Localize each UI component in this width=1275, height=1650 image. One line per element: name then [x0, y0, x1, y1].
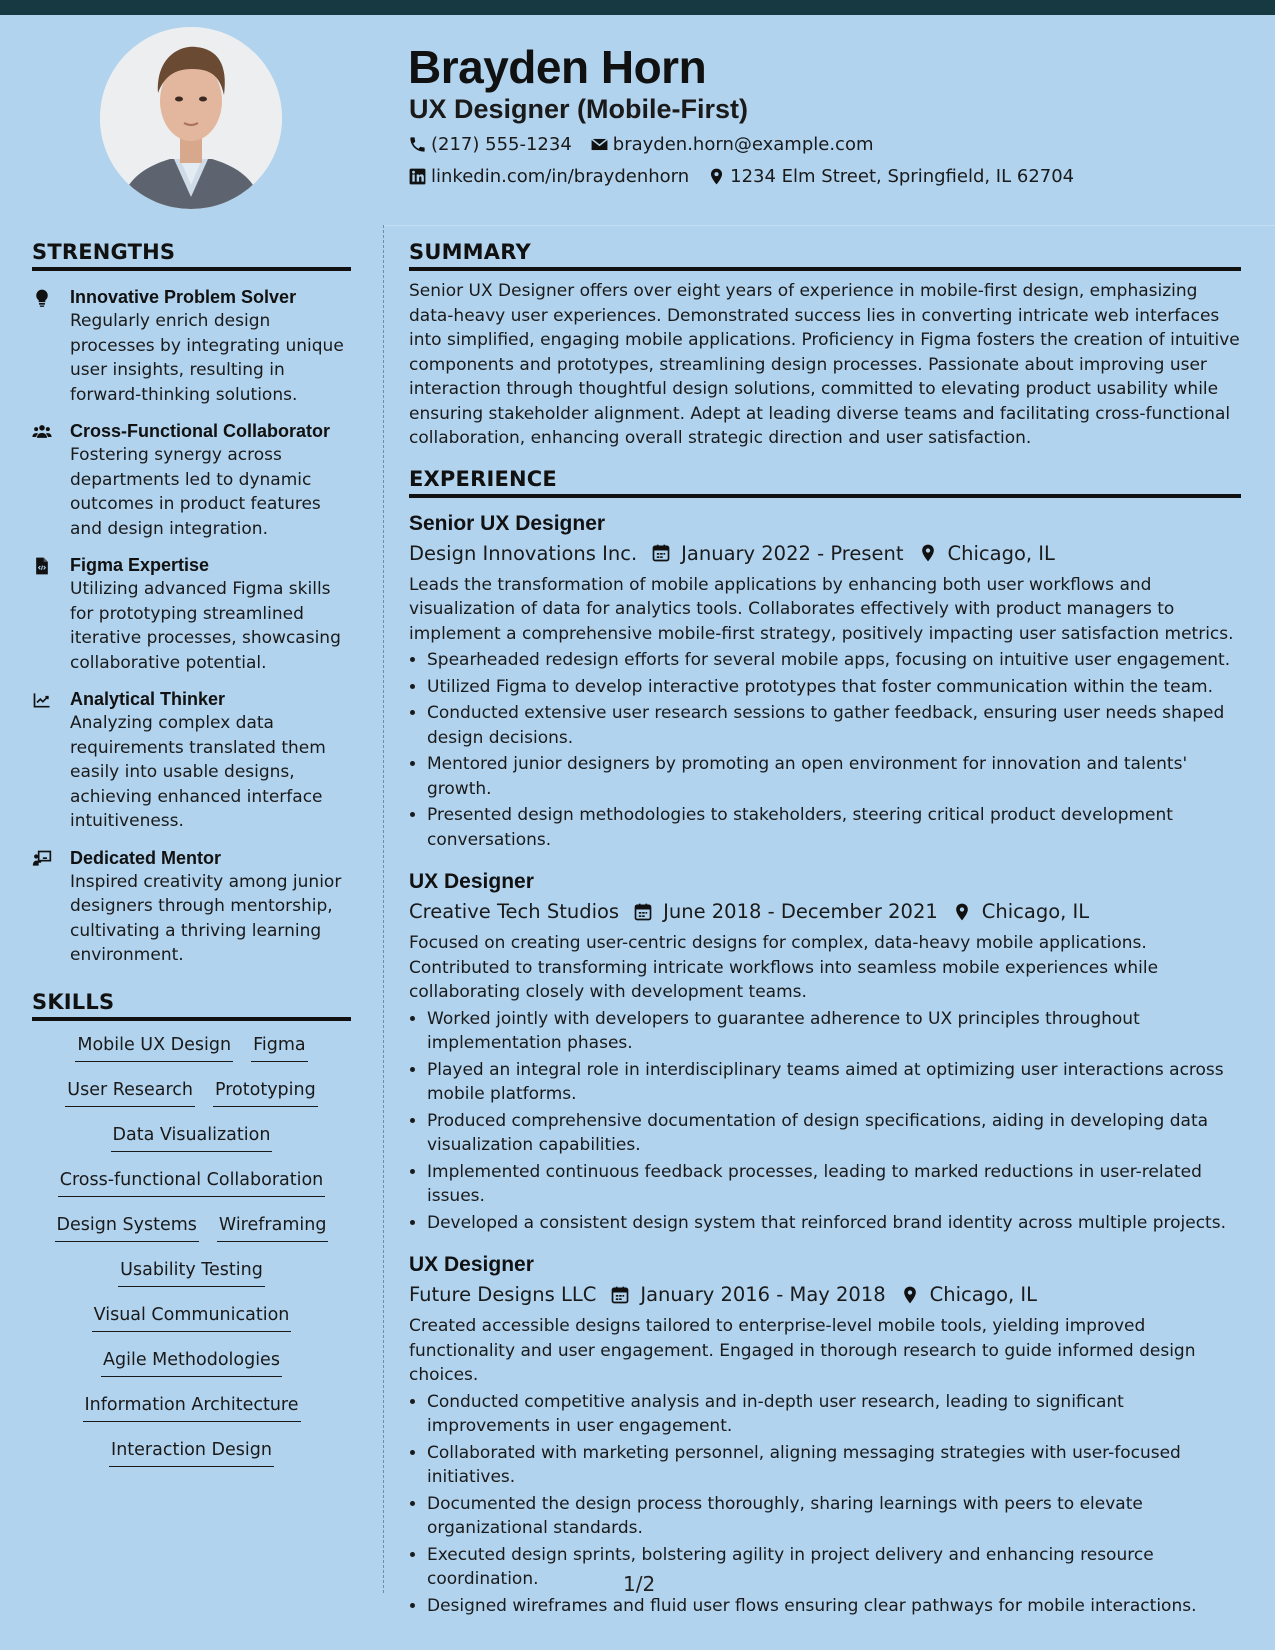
bullet-item: • Executed design sprints, bolstering agility in project delivery and enhancing resource coordination.: [427, 1543, 1241, 1592]
strength-item: [32, 285, 351, 407]
strength-title: Figma Expertise: [70, 555, 210, 575]
linkedin-icon: [408, 167, 427, 186]
skill-tag: Wireframing: [217, 1213, 329, 1242]
job-location: Chicago, IL: [929, 1283, 1038, 1306]
bullet-item: • Conducted extensive user research sessions to gather feedback, ensuring user needs shaped design decisions.: [427, 701, 1241, 750]
bullet-item: • Mentored junior designers by promoting an open environment for innovation and talents' growth.: [427, 752, 1241, 801]
summary-text: Senior UX Designer offers over eight years of experience in mobile-first design, emphasizing data-heavy user experiences. Demonstrated success lies in converting intricate web interfaces into simplified, engaging mobile applications. Proficiency in Figma fosters the creation of intuitive components and prototypes, streamlining design processes. Passionate about improving user interaction through thoughtful design solutions, committed to elevating product usability while ensuring stakeholder alignment. Adept at leading diverse teams and facilitating cross-functional collaboration, enhancing overall strategic direction and user satisfaction.: [409, 281, 1240, 448]
bullet-item: • Implemented continuous feedback processes, leading to marked reductions in user-related issues.: [427, 1160, 1241, 1209]
map-pin-icon: [938, 902, 982, 922]
strength-desc: Inspired creativity among junior designers through mentorship, cultivating a thriving learning environment.: [70, 871, 342, 965]
phone-item: [408, 134, 572, 155]
job-title-heading: UX Designer (Mobile-First): [409, 94, 749, 124]
strengths-heading: STRENGTHS: [32, 240, 351, 271]
bullet-item: • Documented the design process thoroughly, sharing learnings with peers to elevate organizational standards.: [427, 1492, 1241, 1541]
profile-photo: [100, 27, 282, 209]
job-dates: January 2022 - Present: [681, 541, 904, 565]
skill-tag: User Research: [65, 1078, 195, 1107]
job-entry: [409, 510, 1241, 853]
bullet-item: • Collaborated with marketing personnel, aligning messaging strategies with user-focused initiatives.: [427, 1441, 1241, 1490]
job-description: Created accessible designs tailored to enterprise-level mobile tools, yielding improved functionality and user engagement. Engaged in thorough research to guide informed design choices.: [409, 1316, 1196, 1385]
calendar-icon: [619, 902, 663, 922]
right-column: [409, 240, 1241, 1618]
column-divider: [383, 225, 384, 1593]
skill-tag: Figma: [251, 1033, 308, 1062]
bullet-item: • Played an integral role in interdisciplinary teams aimed at optimizing user interactions across mobile platforms.: [427, 1058, 1241, 1107]
skill-tag: Visual Communication: [92, 1303, 292, 1332]
line-chart-icon: [32, 687, 56, 834]
email-item: [590, 134, 874, 155]
map-pin-icon: [707, 167, 726, 186]
bullet-item: • Utilized Figma to develop interactive prototypes that foster communication within the team.: [427, 675, 1241, 700]
job-bullets: [409, 648, 1241, 852]
top-bar: [0, 0, 1275, 15]
strength-item: [32, 419, 351, 541]
bullet-item: • Worked jointly with developers to guarantee adherence to UX principles throughout implementation phases.: [427, 1007, 1241, 1056]
left-column: [32, 240, 351, 1483]
job-title: UX Designer: [409, 870, 534, 893]
skill-tag: Data Visualization: [111, 1123, 273, 1152]
strength-item: [32, 553, 351, 675]
bullet-item: • Spearheaded redesign efforts for several mobile apps, focusing on intuitive user engagement.: [427, 648, 1241, 673]
bullet-item: • Developed a consistent design system that reinforced brand identity across multiple projects.: [427, 1211, 1241, 1236]
skill-tag: Agile Methodologies: [101, 1348, 282, 1377]
code-file-icon: [32, 553, 56, 675]
calendar-icon: [596, 1285, 640, 1305]
bullet-item: • Conducted competitive analysis and in-depth user research, leading to significant improvements in user engagement.: [427, 1390, 1241, 1439]
job-location: Chicago, IL: [947, 541, 1055, 565]
contact-row: [408, 134, 874, 155]
job-location: Chicago, IL: [981, 900, 1090, 923]
skill-row: [55, 1213, 329, 1258]
strength-desc: Fostering synergy across departments led to dynamic outcomes in product features and design integration.: [70, 445, 321, 539]
job-description: Leads the transformation of mobile applications by enhancing both user workflows and visualization of data for analytics tools. Collaborates effectively with product managers to implement a comprehensive mobile-first strategy, positively impacting user satisfaction metrics.: [409, 574, 1234, 644]
skill-row: [92, 1303, 292, 1348]
skill-row: [118, 1258, 265, 1303]
phone-text[interactable]: (217) 555-1234: [431, 134, 572, 155]
address-text: 1234 Elm Street, Springfield, IL 62704: [730, 166, 1075, 187]
job-bullets: [409, 1390, 1241, 1619]
skills-heading: SKILLS: [32, 990, 351, 1021]
skill-row: [109, 1438, 274, 1483]
contact-row-2: [408, 166, 1074, 187]
strength-title: Dedicated Mentor: [70, 847, 222, 868]
phone-icon: [408, 135, 427, 154]
linkedin-link[interactable]: linkedin.com/in/braydenhorn: [431, 166, 690, 187]
skill-tag: Design Systems: [55, 1213, 199, 1242]
job-entry: [409, 868, 1241, 1235]
calendar-icon: [637, 543, 681, 563]
strength-desc: Utilizing advanced Figma skills for prototyping streamlined iterative processes, showcasing collaborative potential.: [70, 579, 341, 673]
address-item: [707, 166, 1074, 187]
skills-list: [32, 1033, 351, 1483]
job-description: Focused on creating user-centric designs for complex, data-heavy mobile applications. Contributed to transforming intricate workflows into seamless mobile experiences while collaborating closely with development teams.: [409, 933, 1159, 1002]
strength-desc: Regularly enrich design processes by integrating unique user insights, resulting in forward-thinking solutions.: [70, 311, 344, 405]
header-divider: [384, 225, 1275, 226]
company-name: Creative Tech Studios: [409, 900, 620, 923]
job-title: Senior UX Designer: [409, 511, 606, 535]
job-entry: [409, 1251, 1241, 1618]
bullet-item: • Presented design methodologies to stakeholders, steering critical product development conversations.: [427, 803, 1241, 852]
lightbulb-icon: [32, 285, 56, 407]
page-number: 1/2: [623, 1572, 656, 1596]
skill-tag: Prototyping: [213, 1078, 318, 1107]
map-pin-icon: [904, 543, 948, 563]
candidate-name: Brayden Horn: [408, 41, 707, 93]
job-bullets: [409, 1007, 1241, 1236]
job-meta: [409, 900, 1241, 923]
strength-title: Analytical Thinker: [70, 689, 226, 709]
bullet-item: • Designed wireframes and fluid user flows ensuring clear pathways for mobile interactions.: [427, 1594, 1241, 1619]
skill-tag: Usability Testing: [118, 1258, 265, 1287]
strength-item: [32, 687, 351, 834]
skill-row: [65, 1078, 317, 1123]
job-meta: [409, 1283, 1241, 1306]
skill-row: [83, 1393, 301, 1438]
strength-title: Cross-Functional Collaborator: [70, 421, 331, 441]
experience-heading: EXPERIENCE: [409, 467, 1241, 498]
summary-heading: SUMMARY: [409, 240, 1241, 271]
skill-row: [101, 1348, 282, 1393]
skill-tag: Interaction Design: [109, 1438, 274, 1467]
skill-tag: Mobile UX Design: [75, 1033, 233, 1062]
skill-row: [58, 1168, 326, 1213]
skill-tag: Information Architecture: [83, 1393, 301, 1422]
skill-row: [111, 1123, 273, 1168]
job-title: UX Designer: [409, 1253, 534, 1276]
users-icon: [32, 419, 56, 541]
strength-title: Innovative Problem Solver: [70, 287, 297, 307]
email-link[interactable]: brayden.horn@example.com: [612, 134, 874, 155]
skill-tag: Cross-functional Collaboration: [58, 1168, 326, 1197]
job-dates: January 2016 - May 2018: [640, 1283, 886, 1306]
company-name: Future Designs LLC: [409, 1283, 597, 1306]
linkedin-item: [408, 166, 689, 187]
company-name: Design Innovations Inc.: [409, 541, 638, 565]
strength-desc: Analyzing complex data requirements translated them easily into usable designs, achieving enhanced interface intuitiveness.: [70, 713, 326, 831]
map-pin-icon: [886, 1285, 930, 1305]
bullet-item: • Produced comprehensive documentation of design specifications, aiding in developing data visualization capabilities.: [427, 1109, 1241, 1158]
teacher-icon: [32, 846, 56, 968]
job-dates: June 2018 - December 2021: [663, 900, 938, 923]
strength-item: [32, 846, 351, 968]
envelope-icon: [590, 135, 609, 154]
skill-row: [75, 1033, 307, 1078]
job-meta: [409, 542, 1241, 565]
